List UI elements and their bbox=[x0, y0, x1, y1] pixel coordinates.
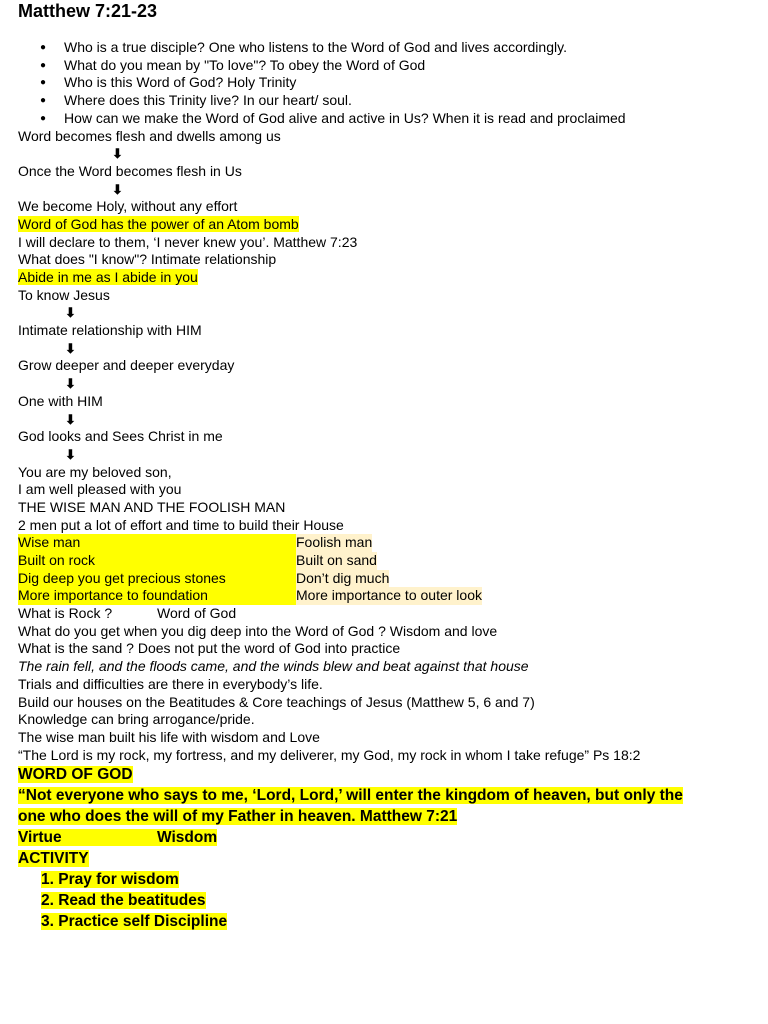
down-arrow-icon: ⬇ bbox=[65, 411, 76, 427]
down-arrow-icon: ⬇ bbox=[112, 146, 123, 162]
down-arrow-icon: ⬇ bbox=[65, 446, 76, 462]
flow-line: To know Jesus bbox=[18, 286, 110, 303]
down-arrow-icon: ⬇ bbox=[65, 340, 76, 356]
activity-list bbox=[18, 869, 758, 932]
text-line: The wise man built his life with wisdom and Love bbox=[18, 728, 320, 745]
list-item: ● Who is a true disciple? One who listens to the Word of God and lives accordingly. bbox=[18, 39, 758, 57]
foolish-cell: Don’t dig much bbox=[296, 569, 390, 586]
section-heading: THE WISE MAN AND THE FOOLISH MAN bbox=[18, 498, 286, 515]
text-line: I will declare to them, ‘I never knew you’. Matthew 7:23 bbox=[18, 233, 358, 250]
list-item: ● How can we make the Word of God alive and active in Us? When it is read and proclaimed bbox=[18, 110, 758, 128]
document-body bbox=[18, 0, 758, 932]
text-line: What does "I know"? Intimate relationship bbox=[18, 251, 277, 268]
italic-quote: The rain fell, and the floods came, and the winds blew and beat against that house bbox=[18, 658, 529, 675]
wisdom-label: Wisdom bbox=[157, 829, 218, 847]
wise-cell: Dig deep you get precious stones bbox=[18, 570, 296, 588]
activity-heading: ACTIVITY bbox=[18, 850, 89, 868]
text-line: What do you get when you dig deep into the Word of God ? Wisdom and love bbox=[18, 622, 498, 639]
foolish-cell: More importance to outer look bbox=[296, 587, 482, 604]
foolish-cell: Built on sand bbox=[296, 552, 377, 569]
foolish-cell: Foolish man bbox=[296, 534, 373, 551]
word-of-god-heading: WORD OF GOD bbox=[18, 766, 133, 784]
verse-line: “Not everyone who says to me, ‘Lord, Lord,’ will enter the kingdom of heaven, but only the bbox=[18, 787, 683, 805]
comparison-row bbox=[18, 570, 758, 588]
highlighted-text: Abide in me as I abide in you bbox=[18, 269, 198, 286]
rock-question-text: What is Rock ? bbox=[18, 605, 113, 622]
text-line: I am well pleased with you bbox=[18, 481, 182, 498]
activity-item: 2. Read the beatitudes bbox=[41, 892, 206, 910]
text-line: 2 men put a lot of effort and time to build their House bbox=[18, 516, 344, 533]
rock-answer-text: Word of God bbox=[157, 605, 237, 622]
activity-item: 1. Pray for wisdom bbox=[41, 871, 179, 889]
flow-line: Once the Word becomes flesh in Us bbox=[18, 162, 242, 179]
virtue-label: Virtue bbox=[18, 829, 62, 847]
question-list bbox=[18, 39, 758, 128]
verse-line: one who does the will of my Father in heaven. Matthew 7:21 bbox=[18, 808, 458, 826]
list-item: ● What do you mean by "To love"? To obey the Word of God bbox=[18, 57, 758, 75]
rock-question bbox=[18, 605, 758, 623]
comparison-row bbox=[18, 534, 758, 552]
down-arrow-icon: ⬇ bbox=[65, 305, 76, 321]
comparison-row bbox=[18, 552, 758, 570]
flow-line: Intimate relationship with HIM bbox=[18, 322, 202, 339]
list-item: ● Who is this Word of God? Holy Trinity bbox=[18, 74, 758, 92]
text-line: Knowledge can bring arrogance/pride. bbox=[18, 711, 255, 728]
text-line: You are my beloved son, bbox=[18, 463, 172, 480]
flow-line: God looks and Sees Christ in me bbox=[18, 428, 223, 445]
flow-line: One with HIM bbox=[18, 392, 103, 409]
text-line: Build our houses on the Beatitudes & Core teachings of Jesus (Matthew 5, 6 and 7) bbox=[18, 693, 535, 710]
wise-cell: More importance to foundation bbox=[18, 587, 296, 605]
verse-block bbox=[18, 785, 758, 827]
wise-cell: Wise man bbox=[18, 534, 296, 552]
activity-item: 3. Practice self Discipline bbox=[41, 913, 228, 931]
flow-line: Word becomes flesh and dwells among us bbox=[18, 127, 281, 144]
list-item: ● Where does this Trinity live? In our heart/ soul. bbox=[18, 92, 758, 110]
page-title: Matthew 7:21-23 bbox=[18, 1, 158, 21]
down-arrow-icon: ⬇ bbox=[112, 181, 123, 197]
comparison-row bbox=[18, 587, 758, 605]
wise-cell: Built on rock bbox=[18, 552, 296, 570]
text-line: What is the sand ? Does not put the word of God into practice bbox=[18, 640, 401, 657]
text-line: Trials and difficulties are there in everybody’s life. bbox=[18, 675, 323, 692]
virtue-wisdom-line bbox=[18, 827, 758, 848]
psalm-quote: “The Lord is my rock, my fortress, and my deliverer, my God, my rock in whom I take refuge” Ps 18:2 bbox=[18, 746, 641, 763]
flow-line: We become Holy, without any effort bbox=[18, 198, 238, 215]
flow-line: Grow deeper and deeper everyday bbox=[18, 357, 235, 374]
highlighted-text: Word of God has the power of an Atom bomb bbox=[18, 215, 299, 232]
down-arrow-icon: ⬇ bbox=[65, 376, 76, 392]
